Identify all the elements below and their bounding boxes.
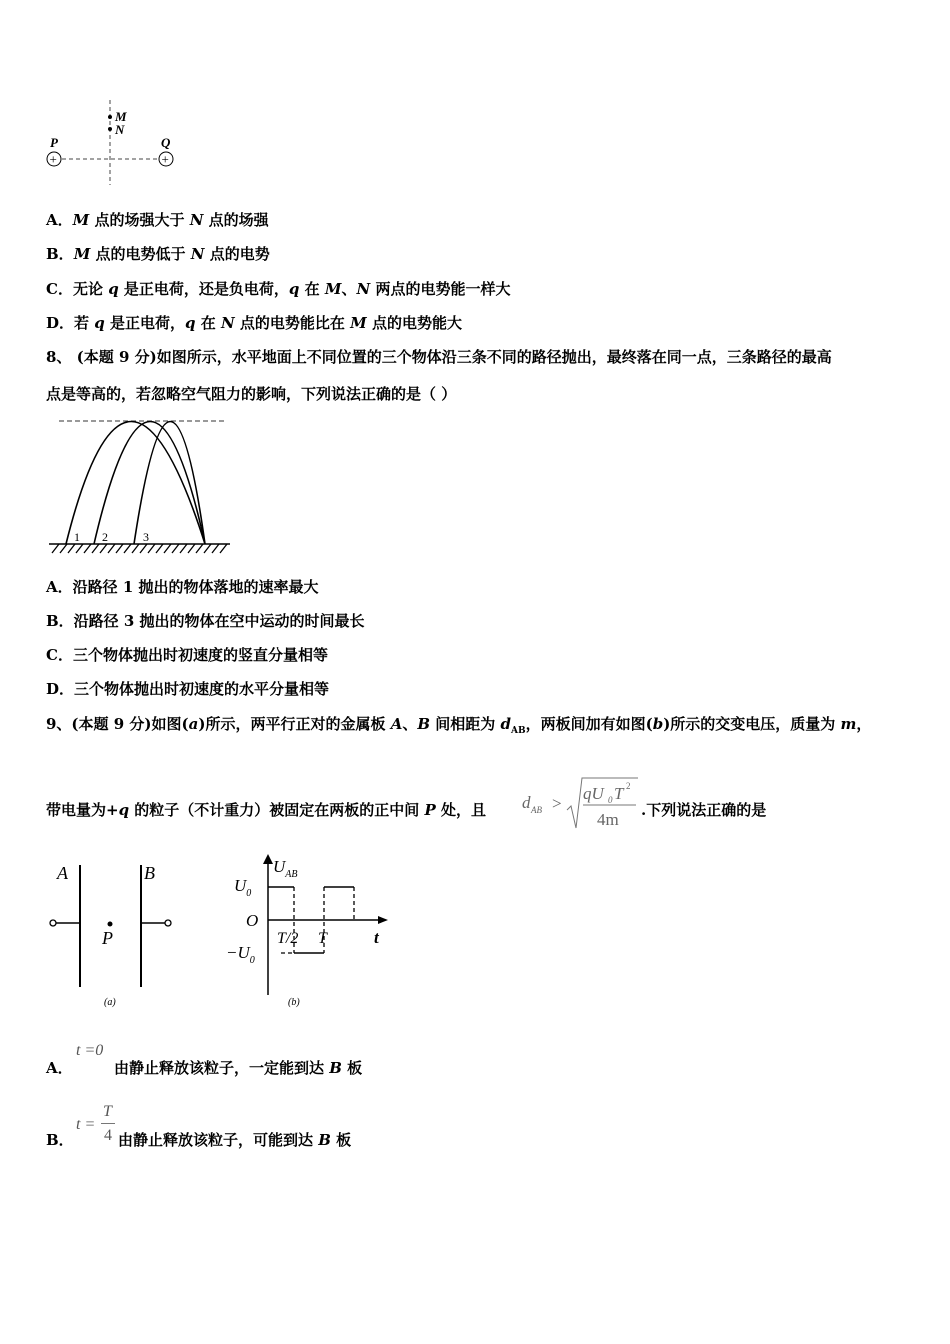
- q9-stem-line2-end: .下列说法正确的是: [641, 801, 767, 819]
- path-label-2: 2: [102, 530, 108, 544]
- q7-option-d[interactable]: D．若 q 是正电荷，q 在 N 点的电势能比在 M 点的电势能大: [46, 314, 462, 332]
- label-n: N: [115, 122, 125, 137]
- label-m: M: [115, 109, 127, 124]
- q8-option-b[interactable]: B．沿路径 3 抛出的物体在空中运动的时间最长: [46, 612, 365, 630]
- q9-stem-line2-start: 带电量为+q 的粒子（不计重力）被固定在两板的正中间 P 处，且: [46, 801, 487, 819]
- figure-charges-pq: [40, 95, 190, 190]
- formula-inequality: [520, 772, 640, 832]
- q8-stem-line1: 8、 (本题 9 分)如图所示，水平地面上不同位置的三个物体沿三条不同的路径抛出，最终落在同一点，三条路径的最高: [46, 348, 832, 366]
- path-label-3: 3: [143, 530, 149, 544]
- svg-text:>: >: [552, 794, 562, 813]
- plate-label-b: B: [144, 863, 155, 883]
- caption-b: (b): [288, 997, 300, 1008]
- q8-stem-line2: 点是等高的，若忽略空气阻力的影响，下列说法正确的是（ ）: [46, 385, 457, 403]
- svg-text:AB: AB: [531, 805, 542, 815]
- figure-plates-a: [44, 855, 184, 1015]
- q8-option-a[interactable]: A．沿路径 1 抛出的物体落地的速率最大: [46, 578, 319, 596]
- label-t-half: T/2: [277, 930, 299, 947]
- q7-option-c[interactable]: C．无论 q 是正电荷，还是负电荷，q 在 M、N 两点的电势能一样大: [46, 280, 511, 298]
- svg-text:+: +: [49, 151, 57, 167]
- q9-stem-line1: 9、(本题 9 分)如图(a)所示，两平行正对的金属板 A、B 间相距为 $d_{AB}$，两板间加有如图(b)所示的交变电压，质量为 m，: [46, 715, 872, 736]
- svg-text:T: T: [614, 784, 624, 803]
- svg-text:2: 2: [626, 781, 631, 791]
- label-t-full: T: [318, 930, 327, 947]
- path-2: [94, 422, 205, 545]
- q9-option-b[interactable]: B． t = T 4 由静止释放该粒子，可能到达 B 板: [46, 1103, 352, 1149]
- figure-projectile-paths: [44, 410, 234, 560]
- label-neg-u0: $-U_0$: [226, 943, 255, 966]
- ground-hatch: [52, 544, 227, 553]
- point-n: [108, 127, 112, 131]
- label-uab: $U_{AB}$: [273, 857, 298, 880]
- q7-option-a[interactable]: A．M 点的场强大于 N 点的场强: [46, 211, 269, 229]
- plate-label-a: A: [57, 863, 68, 883]
- label-p: P: [50, 135, 58, 150]
- q7-option-b[interactable]: B．M 点的电势低于 N 点的电势: [46, 245, 270, 263]
- q8-option-d[interactable]: D．三个物体抛出时初速度的水平分量相等: [46, 680, 330, 698]
- figure-voltage-b: [222, 850, 397, 1015]
- q9-option-a[interactable]: A． t =0 由静止释放该粒子，一定能到达 B 板: [46, 1042, 363, 1077]
- label-u0: $U_0$: [234, 876, 252, 899]
- label-q: Q: [161, 135, 171, 150]
- svg-text:qU: qU: [583, 784, 604, 803]
- label-o: O: [246, 911, 259, 930]
- label-particle-p: P: [102, 928, 113, 948]
- point-m: [108, 115, 112, 119]
- svg-text:0: 0: [608, 795, 613, 805]
- particle-p: [108, 922, 113, 927]
- label-t: t: [374, 928, 379, 947]
- q8-option-c[interactable]: C．三个物体抛出时初速度的竖直分量相等: [46, 646, 328, 664]
- path-3: [134, 422, 205, 545]
- svg-text:d: d: [522, 793, 531, 812]
- svg-text:+: +: [161, 151, 169, 167]
- svg-text:4m: 4m: [597, 810, 619, 829]
- path-label-1: 1: [74, 530, 80, 544]
- caption-a: (a): [104, 997, 116, 1008]
